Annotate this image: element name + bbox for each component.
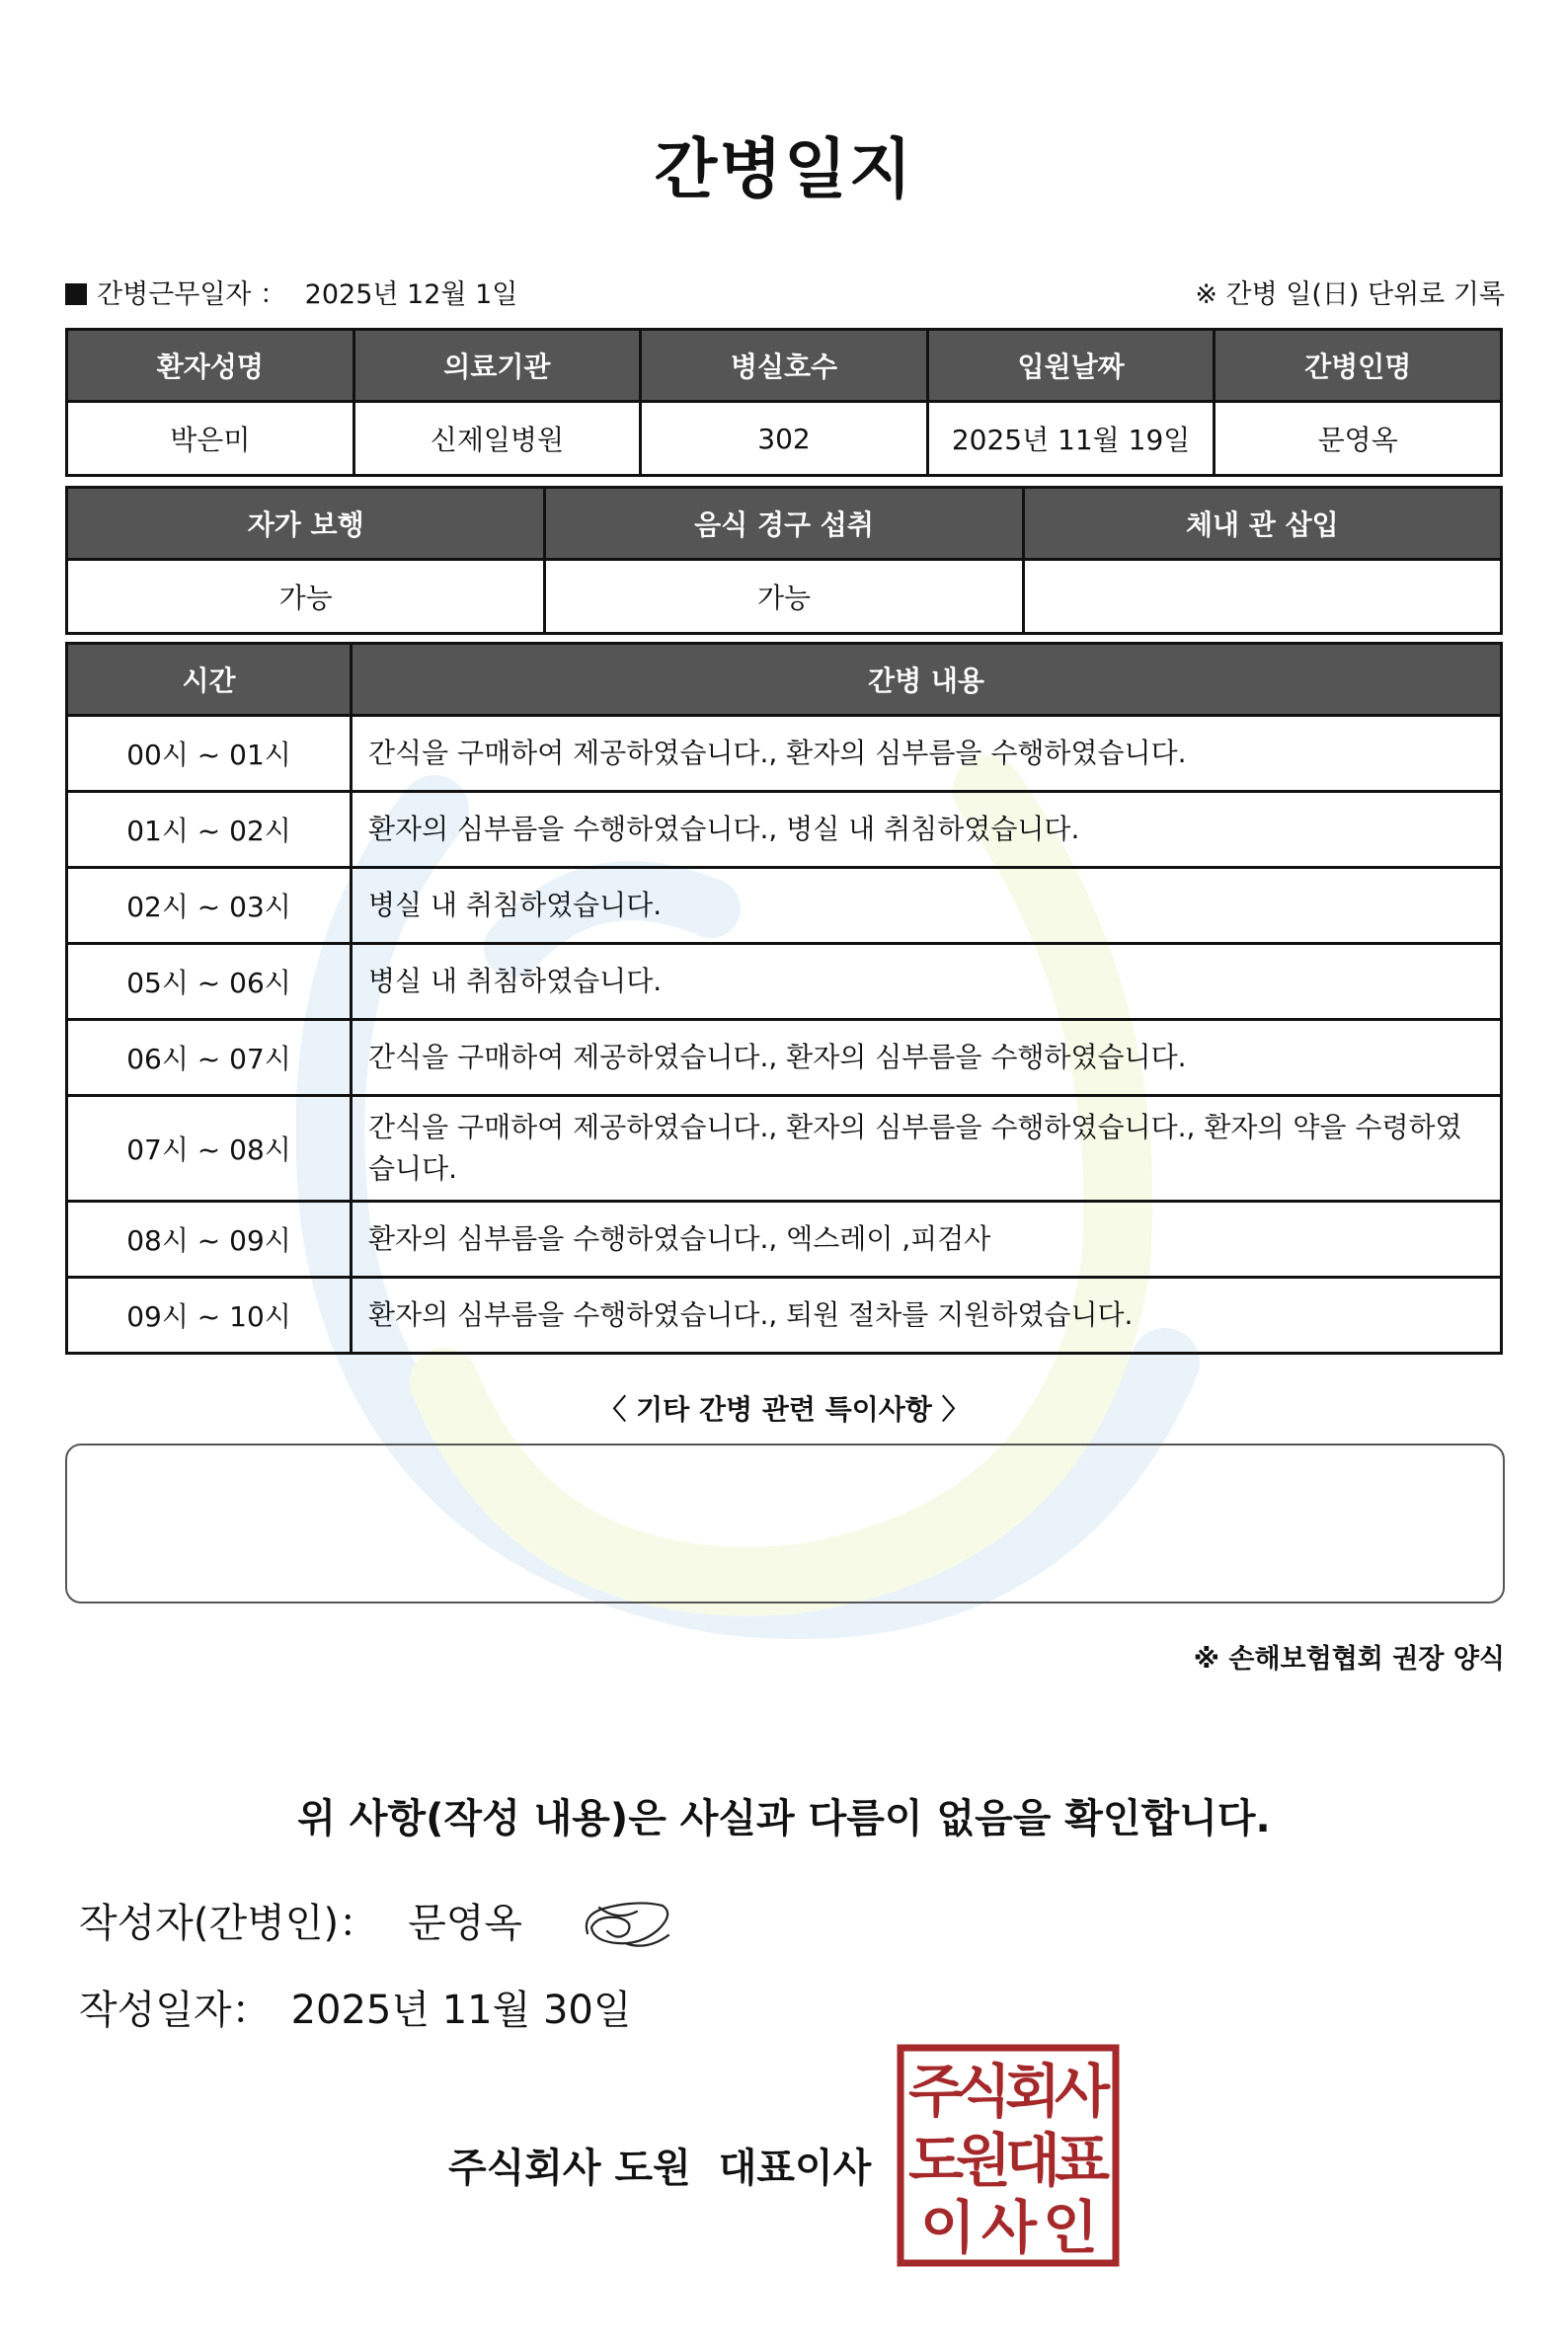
writer-line bbox=[79, 1892, 522, 1948]
square-bullet-icon bbox=[65, 283, 87, 305]
company-line bbox=[448, 2137, 871, 2193]
written-date-line bbox=[79, 1979, 632, 2035]
header-caregiver-name: 간병인명 bbox=[1215, 330, 1502, 402]
patient-status-table bbox=[65, 486, 1503, 635]
table-row bbox=[67, 944, 1502, 1020]
table-row bbox=[67, 792, 1502, 868]
caregiver-name: 문영옥 bbox=[1215, 402, 1502, 476]
seal-char: 회 bbox=[1004, 2058, 1061, 2125]
page-title: 간병일지 bbox=[654, 131, 914, 207]
association-note: ※ 손해보험협회 권장 양식 bbox=[1193, 1644, 1505, 1675]
seal-char: 인 bbox=[1042, 2194, 1099, 2261]
header-walking: 자가 보행 bbox=[67, 488, 545, 560]
log-content: 간식을 구매하여 제공하였습니다., 환자의 심부름을 수행하였습니다. bbox=[352, 1020, 1502, 1096]
care-log-table bbox=[65, 642, 1503, 1355]
header-admission-date: 입원날짜 bbox=[927, 330, 1215, 402]
table-row bbox=[67, 1202, 1502, 1278]
hospital: 신제일병원 bbox=[353, 402, 641, 476]
confirmation-statement: 위 사항(작성 내용)은 사실과 다름이 없음을 확인합니다. bbox=[297, 1796, 1271, 1841]
seal-char: 주 bbox=[907, 2058, 965, 2125]
log-time: 05시 ~ 06시 bbox=[67, 944, 352, 1020]
patient-name: 박은미 bbox=[67, 402, 354, 476]
header-patient-name: 환자성명 bbox=[67, 330, 354, 402]
work-date bbox=[65, 273, 517, 311]
header-tube: 체내 관 삽입 bbox=[1023, 488, 1501, 560]
header-room: 병실호수 bbox=[641, 330, 928, 402]
record-unit-note: ※ 간병 일(日) 단위로 기록 bbox=[1195, 279, 1505, 310]
handwritten-signature bbox=[578, 1888, 676, 1959]
work-date-label: 간병근무일자 ： bbox=[97, 279, 287, 310]
room-number: 302 bbox=[641, 402, 928, 476]
header-time: 시간 bbox=[67, 644, 352, 716]
header-hospital: 의료기관 bbox=[353, 330, 641, 402]
writer-name: 문영옥 bbox=[408, 1901, 522, 1946]
header-care-content: 간병 내용 bbox=[352, 644, 1502, 716]
representative-title: 대표이사 bbox=[718, 2146, 872, 2191]
log-time: 07시 ~ 08시 bbox=[67, 1096, 352, 1202]
table-row bbox=[67, 1096, 1502, 1202]
log-time: 06시 ~ 07시 bbox=[67, 1020, 352, 1096]
seal-char: 이 bbox=[919, 2194, 977, 2261]
seal-char: 표 bbox=[1054, 2127, 1111, 2194]
admission-date: 2025년 11월 19일 bbox=[927, 402, 1215, 476]
seal-char: 도 bbox=[907, 2127, 965, 2194]
log-content: 간식을 구매하여 제공하였습니다., 환자의 심부름을 수행하였습니다., 환자의 약을 수령하였습니다. bbox=[352, 1096, 1502, 1202]
company-seal bbox=[897, 2044, 1120, 2267]
seal-char: 대 bbox=[1004, 2127, 1061, 2194]
table-row bbox=[67, 716, 1502, 792]
patient-info-table bbox=[65, 328, 1503, 477]
seal-char: 식 bbox=[955, 2058, 1012, 2125]
oral-intake-value: 가능 bbox=[545, 560, 1023, 634]
written-date-label: 작성일자： bbox=[79, 1988, 272, 2033]
log-content: 환자의 심부름을 수행하였습니다., 병실 내 취침하였습니다. bbox=[352, 792, 1502, 868]
seal-char: 사 bbox=[980, 2194, 1038, 2261]
table-row bbox=[67, 868, 1502, 944]
log-content: 병실 내 취침하였습니다. bbox=[352, 868, 1502, 944]
log-content: 병실 내 취침하였습니다. bbox=[352, 944, 1502, 1020]
seal-char: 사 bbox=[1054, 2058, 1111, 2125]
company-name: 주식회사 도원 bbox=[448, 2146, 691, 2191]
writer-label: 작성자(간병인)： bbox=[79, 1901, 379, 1946]
log-time: 01시 ~ 02시 bbox=[67, 792, 352, 868]
log-content: 환자의 심부름을 수행하였습니다., 엑스레이 ,피검사 bbox=[352, 1202, 1502, 1278]
log-time: 09시 ~ 10시 bbox=[67, 1278, 352, 1354]
seal-char: 원 bbox=[955, 2127, 1012, 2194]
table-row bbox=[67, 1278, 1502, 1354]
written-date-value: 2025년 11월 30일 bbox=[290, 1988, 632, 2033]
notes-box bbox=[65, 1444, 1505, 1603]
tube-value bbox=[1023, 560, 1501, 634]
log-content: 환자의 심부름을 수행하였습니다., 퇴원 절차를 지원하였습니다. bbox=[352, 1278, 1502, 1354]
header-oral-intake: 음식 경구 섭취 bbox=[545, 488, 1023, 560]
log-time: 08시 ~ 09시 bbox=[67, 1202, 352, 1278]
notes-title: 〈 기타 간병 관련 특이사항 〉 bbox=[598, 1393, 970, 1426]
log-time: 00시 ~ 01시 bbox=[67, 716, 352, 792]
table-row bbox=[67, 1020, 1502, 1096]
walking-value: 가능 bbox=[67, 560, 545, 634]
log-time: 02시 ~ 03시 bbox=[67, 868, 352, 944]
work-date-value: 2025년 12월 1일 bbox=[304, 279, 518, 310]
log-content: 간식을 구매하여 제공하였습니다., 환자의 심부름을 수행하였습니다. bbox=[352, 716, 1502, 792]
